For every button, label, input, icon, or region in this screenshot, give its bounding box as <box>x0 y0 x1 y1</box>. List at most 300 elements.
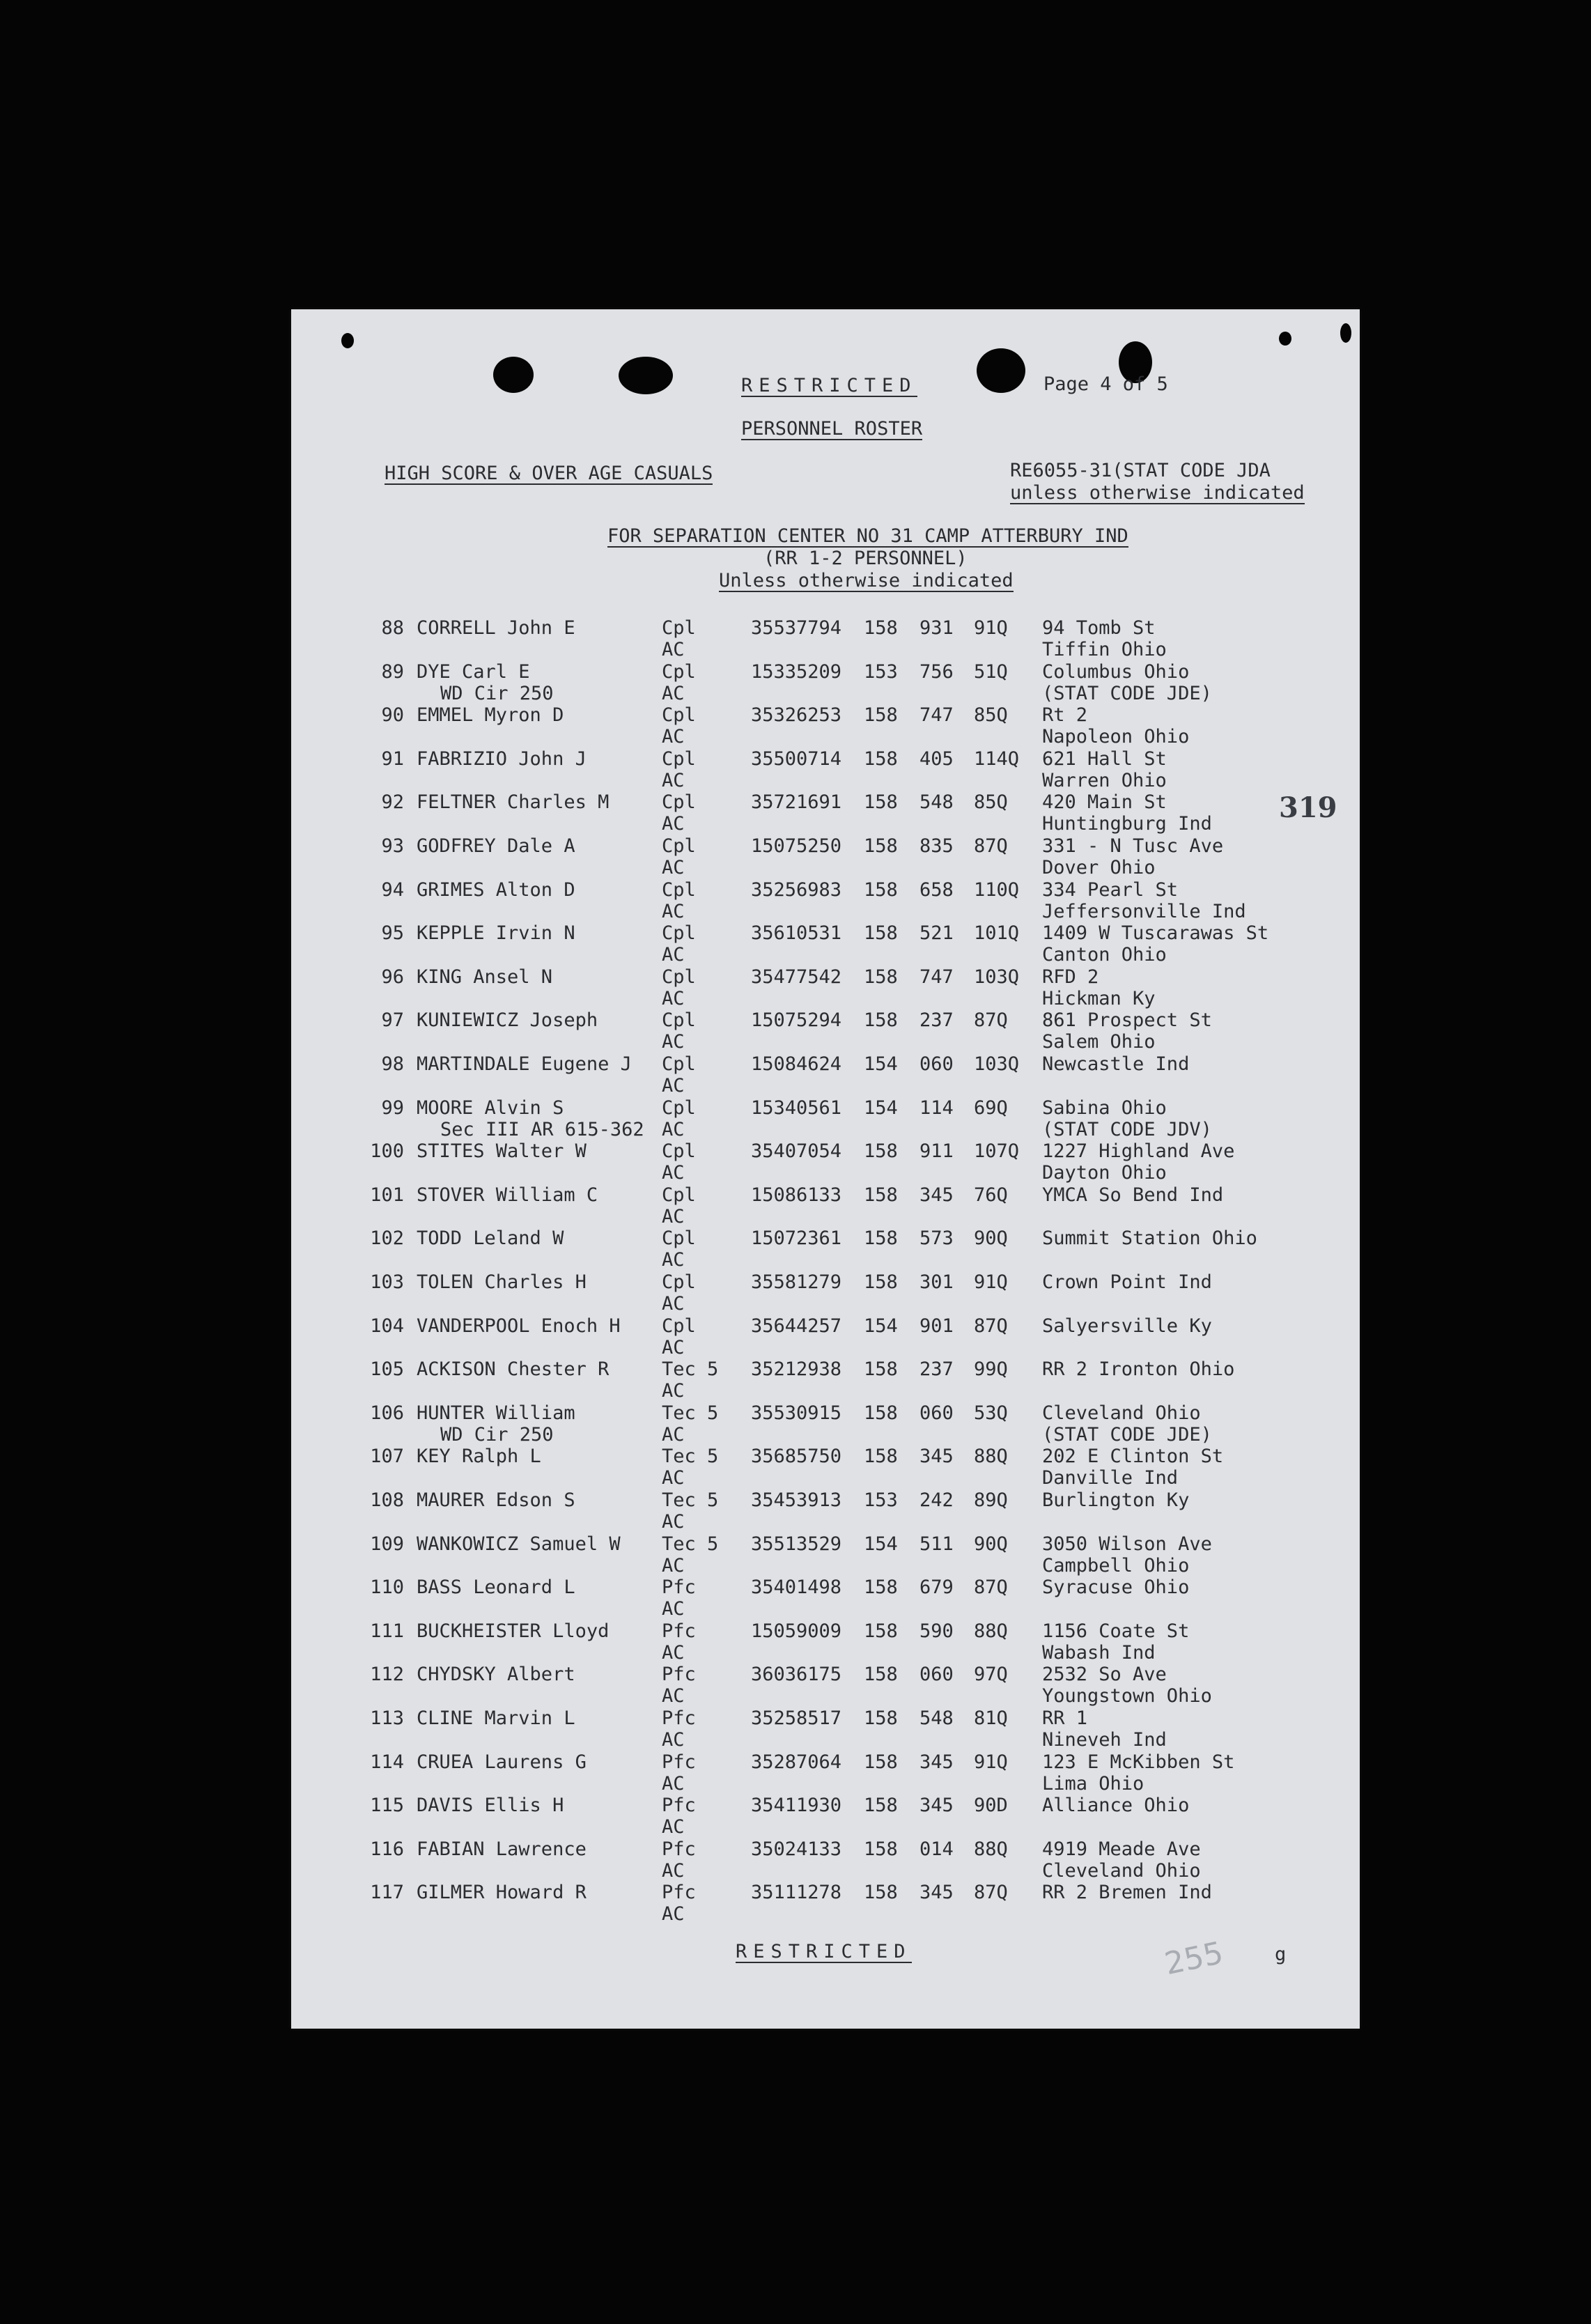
table-row <box>291 922 1360 966</box>
code-2: 345 <box>919 1446 954 1468</box>
branch: AC <box>662 1467 685 1489</box>
code-1: 154 <box>864 1097 898 1119</box>
table-row <box>291 1620 1360 1664</box>
code-3: 87Q <box>974 1577 1008 1599</box>
table-row <box>291 1577 1360 1620</box>
code-1: 158 <box>864 747 898 770</box>
grade: Cpl <box>662 1097 696 1119</box>
grade: Pfc <box>662 1620 696 1642</box>
serial-number: 35287064 <box>751 1751 842 1773</box>
code-3: 87Q <box>974 1882 1008 1904</box>
roster-title: PERSONNEL ROSTER <box>741 418 923 440</box>
code-1: 158 <box>864 1271 898 1293</box>
address: 334 Pearl St <box>1042 878 1179 901</box>
grade: Cpl <box>662 1227 696 1250</box>
grade: Pfc <box>662 1664 696 1686</box>
code-2: 931 <box>919 617 954 639</box>
serial-number: 35407054 <box>751 1140 842 1163</box>
code-1: 158 <box>864 1620 898 1642</box>
serial-number: 15075250 <box>751 835 842 857</box>
address-line-2: (STAT CODE JDE) <box>1042 682 1212 704</box>
table-row <box>291 1882 1360 1925</box>
address: 420 Main St <box>1042 791 1167 814</box>
table-row <box>291 617 1360 660</box>
row-number: 102 <box>370 1227 404 1250</box>
code-2: 658 <box>919 878 954 901</box>
address: Alliance Ohio <box>1042 1795 1190 1817</box>
address: RR 2 Ironton Ohio <box>1042 1358 1235 1381</box>
soldier-name: MOORE Alvin S <box>417 1097 564 1119</box>
code-2: 114 <box>919 1097 954 1119</box>
row-number: 93 <box>381 835 404 857</box>
code-3: 97Q <box>974 1664 1008 1686</box>
soldier-name: EMMEL Myron D <box>417 704 564 727</box>
soldier-name: WANKOWICZ Samuel W <box>417 1533 621 1555</box>
row-number: 108 <box>370 1489 404 1511</box>
grade: Tec 5 <box>662 1533 719 1555</box>
row-number: 106 <box>370 1402 404 1424</box>
address: 861 Prospect St <box>1042 1009 1212 1032</box>
code-2: 345 <box>919 1184 954 1206</box>
code-3: 88Q <box>974 1620 1008 1642</box>
soldier-name: KING Ansel N <box>417 966 553 988</box>
code-3: 81Q <box>974 1707 1008 1729</box>
address: Columbus Ohio <box>1042 660 1190 683</box>
grade: Pfc <box>662 1795 696 1817</box>
address-line-2: Campbell Ohio <box>1042 1554 1190 1577</box>
address: 123 E McKibben St <box>1042 1751 1235 1773</box>
branch: AC <box>662 1249 685 1271</box>
grade: Cpl <box>662 617 696 639</box>
branch: AC <box>662 1903 685 1926</box>
serial-number: 35644257 <box>751 1315 842 1337</box>
address: Salyersville Ky <box>1042 1315 1212 1337</box>
branch: AC <box>662 1641 685 1664</box>
code-3: 114Q <box>974 747 1020 770</box>
code-2: 521 <box>919 922 954 945</box>
table-row <box>291 791 1360 835</box>
serial-number: 35401498 <box>751 1577 842 1599</box>
serial-number: 35721691 <box>751 791 842 814</box>
code-1: 158 <box>864 922 898 945</box>
page-number: Page 4 of 5 <box>1043 373 1168 395</box>
row-number: 101 <box>370 1184 404 1206</box>
branch: AC <box>662 1075 685 1097</box>
code-2: 060 <box>919 1664 954 1686</box>
address-line-2: (STAT CODE JDV) <box>1042 1118 1212 1140</box>
address: 3050 Wilson Ave <box>1042 1533 1212 1555</box>
row-number: 116 <box>370 1838 404 1860</box>
table-row <box>291 1838 1360 1882</box>
code-1: 154 <box>864 1053 898 1075</box>
code-2: 835 <box>919 835 954 857</box>
address-line-2: Tiffin Ohio <box>1042 639 1167 660</box>
address-line-2: Lima Ohio <box>1042 1772 1144 1795</box>
branch: AC <box>662 1031 685 1053</box>
code-3: 90Q <box>974 1533 1008 1555</box>
table-row <box>291 1097 1360 1140</box>
table-row <box>291 1402 1360 1446</box>
soldier-name: VANDERPOOL Enoch H <box>417 1315 621 1337</box>
row-number: 99 <box>381 1097 404 1119</box>
address-line-2: (STAT CODE JDE) <box>1042 1423 1212 1446</box>
table-row <box>291 1227 1360 1271</box>
serial-number: 35024133 <box>751 1838 842 1860</box>
soldier-name: FABIAN Lawrence <box>417 1838 587 1860</box>
soldier-name: GRIMES Alton D <box>417 878 575 901</box>
table-row <box>291 1489 1360 1533</box>
grade: Cpl <box>662 1184 696 1206</box>
grade: Cpl <box>662 704 696 727</box>
soldier-name: GODFREY Dale A <box>417 835 575 857</box>
address-line-2: Huntingburg Ind <box>1042 813 1212 835</box>
serial-number: 35256983 <box>751 878 842 901</box>
code-3: 99Q <box>974 1358 1008 1381</box>
branch: AC <box>662 1336 685 1358</box>
address: 1227 Highland Ave <box>1042 1140 1235 1163</box>
address-line-2: Dover Ohio <box>1042 857 1156 878</box>
address: Cleveland Ohio <box>1042 1402 1201 1424</box>
code-2: 060 <box>919 1053 954 1075</box>
grade: Tec 5 <box>662 1358 719 1381</box>
serial-number: 35212938 <box>751 1358 842 1381</box>
punch-hole <box>341 333 354 348</box>
code-1: 158 <box>864 1402 898 1424</box>
soldier-name: MARTINDALE Eugene J <box>417 1053 632 1075</box>
name-note: Sec III AR 615-362 <box>440 1118 644 1140</box>
punch-hole <box>1340 323 1351 343</box>
code-2: 901 <box>919 1315 954 1337</box>
address: RFD 2 <box>1042 966 1099 988</box>
code-3: 91Q <box>974 1271 1008 1293</box>
soldier-name: STITES Walter W <box>417 1140 587 1163</box>
serial-number: 35258517 <box>751 1707 842 1729</box>
table-row <box>291 1009 1360 1053</box>
address-line-2: Cleveland Ohio <box>1042 1859 1201 1882</box>
address: RR 1 <box>1042 1707 1088 1729</box>
grade: Cpl <box>662 878 696 901</box>
code-1: 158 <box>864 1358 898 1381</box>
orders-note: unless otherwise indicated <box>1010 482 1305 504</box>
branch: AC <box>662 639 685 660</box>
address: RR 2 Bremen Ind <box>1042 1882 1212 1904</box>
grade: Pfc <box>662 1882 696 1904</box>
branch: AC <box>662 1859 685 1882</box>
code-3: 103Q <box>974 966 1020 988</box>
soldier-name: DYE Carl E <box>417 660 530 683</box>
branch: AC <box>662 1685 685 1707</box>
table-row <box>291 1271 1360 1315</box>
code-3: 103Q <box>974 1053 1020 1075</box>
destination-note: Unless otherwise indicated <box>719 570 1014 591</box>
restricted-header: RESTRICTED <box>741 375 917 396</box>
row-number: 89 <box>381 660 404 683</box>
code-1: 154 <box>864 1315 898 1337</box>
row-number: 98 <box>381 1053 404 1075</box>
code-3: 69Q <box>974 1097 1008 1119</box>
address-line-2: Warren Ohio <box>1042 769 1167 791</box>
branch: AC <box>662 857 685 878</box>
soldier-name: CLINE Marvin L <box>417 1707 575 1729</box>
address: 2532 So Ave <box>1042 1664 1167 1686</box>
table-row <box>291 704 1360 747</box>
soldier-name: STOVER William C <box>417 1184 598 1206</box>
row-number: 92 <box>381 791 404 814</box>
grade: Cpl <box>662 1009 696 1032</box>
row-number: 115 <box>370 1795 404 1817</box>
code-1: 158 <box>864 791 898 814</box>
code-3: 53Q <box>974 1402 1008 1424</box>
table-row <box>291 1053 1360 1097</box>
address: Rt 2 <box>1042 704 1088 727</box>
name-note: WD Cir 250 <box>440 682 554 704</box>
table-row <box>291 1315 1360 1358</box>
row-number: 90 <box>381 704 404 727</box>
soldier-name: CHYDSKY Albert <box>417 1664 575 1686</box>
row-number: 110 <box>370 1577 404 1599</box>
serial-number: 15340561 <box>751 1097 842 1119</box>
branch: AC <box>662 944 685 966</box>
row-number: 111 <box>370 1620 404 1642</box>
grade: Cpl <box>662 1140 696 1163</box>
soldier-name: GILMER Howard R <box>417 1882 587 1904</box>
grade: Cpl <box>662 966 696 988</box>
row-number: 105 <box>370 1358 404 1381</box>
code-1: 158 <box>864 617 898 639</box>
stamped-number: 319 <box>1279 791 1337 824</box>
code-2: 014 <box>919 1838 954 1860</box>
code-1: 158 <box>864 1227 898 1250</box>
grade: Pfc <box>662 1707 696 1729</box>
serial-number: 35477542 <box>751 966 842 988</box>
branch: AC <box>662 987 685 1009</box>
code-2: 679 <box>919 1577 954 1599</box>
code-1: 158 <box>864 1838 898 1860</box>
address: 202 E Clinton St <box>1042 1446 1224 1468</box>
address: 94 Tomb St <box>1042 617 1156 639</box>
code-2: 301 <box>919 1271 954 1293</box>
code-2: 590 <box>919 1620 954 1642</box>
branch: AC <box>662 1511 685 1533</box>
name-note: WD Cir 250 <box>440 1423 554 1446</box>
code-3: 107Q <box>974 1140 1020 1163</box>
row-number: 109 <box>370 1533 404 1555</box>
row-number: 114 <box>370 1751 404 1773</box>
soldier-name: KEPPLE Irvin N <box>417 922 575 945</box>
table-row <box>291 1707 1360 1751</box>
code-1: 158 <box>864 1184 898 1206</box>
branch: AC <box>662 769 685 791</box>
grade: Cpl <box>662 1271 696 1293</box>
row-number: 103 <box>370 1271 404 1293</box>
code-3: 85Q <box>974 704 1008 727</box>
table-row <box>291 1795 1360 1838</box>
code-2: 237 <box>919 1009 954 1032</box>
grade: Pfc <box>662 1838 696 1860</box>
grade: Cpl <box>662 747 696 770</box>
grade: Cpl <box>662 1053 696 1075</box>
punch-hole <box>493 357 534 393</box>
code-2: 237 <box>919 1358 954 1381</box>
grade: Pfc <box>662 1751 696 1773</box>
row-number: 107 <box>370 1446 404 1468</box>
code-2: 756 <box>919 660 954 683</box>
table-row <box>291 1446 1360 1489</box>
table-row <box>291 1533 1360 1577</box>
soldier-name: MAURER Edson S <box>417 1489 575 1511</box>
table-row <box>291 661 1360 704</box>
code-2: 548 <box>919 1707 954 1729</box>
address-line-2: Danville Ind <box>1042 1467 1179 1489</box>
grade: Cpl <box>662 1315 696 1337</box>
address: Syracuse Ohio <box>1042 1577 1190 1599</box>
table-row <box>291 879 1360 922</box>
code-2: 511 <box>919 1533 954 1555</box>
serial-number: 35610531 <box>751 922 842 945</box>
serial-number: 35453913 <box>751 1489 842 1511</box>
table-row <box>291 1664 1360 1707</box>
code-3: 51Q <box>974 660 1008 683</box>
code-2: 345 <box>919 1751 954 1773</box>
branch: AC <box>662 1598 685 1620</box>
branch: AC <box>662 1118 685 1140</box>
code-2: 345 <box>919 1795 954 1817</box>
code-1: 153 <box>864 1489 898 1511</box>
code-1: 158 <box>864 1707 898 1729</box>
grade: Tec 5 <box>662 1446 719 1468</box>
soldier-name: KEY Ralph L <box>417 1446 541 1468</box>
serial-number: 15084624 <box>751 1053 842 1075</box>
restricted-footer: RESTRICTED <box>736 1941 912 1962</box>
serial-number: 35537794 <box>751 617 842 639</box>
branch: AC <box>662 1554 685 1577</box>
serial-number: 35500714 <box>751 747 842 770</box>
address: 1156 Coate St <box>1042 1620 1190 1642</box>
serial-number: 35581279 <box>751 1271 842 1293</box>
soldier-name: BASS Leonard L <box>417 1577 575 1599</box>
code-1: 158 <box>864 1140 898 1163</box>
handwritten-number: 255 <box>1161 1935 1227 1983</box>
code-3: 88Q <box>974 1446 1008 1468</box>
row-number: 104 <box>370 1315 404 1337</box>
row-number: 96 <box>381 966 404 988</box>
table-row <box>291 1140 1360 1184</box>
row-number: 113 <box>370 1707 404 1729</box>
punch-hole <box>977 348 1025 393</box>
orders-reference: RE6055-31(STAT CODE JDA <box>1010 460 1271 481</box>
code-3: 90D <box>974 1795 1008 1817</box>
soldier-name: FABRIZIO John J <box>417 747 587 770</box>
code-2: 911 <box>919 1140 954 1163</box>
code-2: 242 <box>919 1489 954 1511</box>
code-2: 573 <box>919 1227 954 1250</box>
code-1: 158 <box>864 878 898 901</box>
serial-number: 35411930 <box>751 1795 842 1817</box>
branch: AC <box>662 1205 685 1227</box>
row-number: 88 <box>381 617 404 639</box>
code-3: 91Q <box>974 617 1008 639</box>
table-row <box>291 1751 1360 1795</box>
address-line-2: Canton Ohio <box>1042 944 1167 966</box>
address: Summit Station Ohio <box>1042 1227 1257 1250</box>
branch: AC <box>662 1729 685 1751</box>
address: Burlington Ky <box>1042 1489 1190 1511</box>
address: YMCA So Bend Ind <box>1042 1184 1224 1206</box>
code-3: 88Q <box>974 1838 1008 1860</box>
code-1: 158 <box>864 1882 898 1904</box>
code-1: 158 <box>864 1009 898 1032</box>
address: 331 - N Tusc Ave <box>1042 835 1224 857</box>
punch-hole <box>1279 332 1291 346</box>
code-1: 158 <box>864 1446 898 1468</box>
branch: AC <box>662 1162 685 1184</box>
serial-number: 35530915 <box>751 1402 842 1424</box>
destination-line: FOR SEPARATION CENTER NO 31 CAMP ATTERBURY IND <box>607 525 1128 547</box>
code-2: 405 <box>919 747 954 770</box>
serial-number: 35685750 <box>751 1446 842 1468</box>
grade: Cpl <box>662 660 696 683</box>
address-line-2: Nineveh Ind <box>1042 1729 1167 1751</box>
row-number: 94 <box>381 878 404 901</box>
row-number: 91 <box>381 747 404 770</box>
code-3: 89Q <box>974 1489 1008 1511</box>
table-row <box>291 1184 1360 1227</box>
grade: Cpl <box>662 922 696 945</box>
branch: AC <box>662 1423 685 1446</box>
branch: AC <box>662 813 685 835</box>
serial-number: 35111278 <box>751 1882 842 1904</box>
branch: AC <box>662 726 685 748</box>
code-3: 85Q <box>974 791 1008 814</box>
code-1: 158 <box>864 1664 898 1686</box>
code-3: 90Q <box>974 1227 1008 1250</box>
serial-number: 15075294 <box>751 1009 842 1032</box>
soldier-name: FELTNER Charles M <box>417 791 610 814</box>
document-page <box>291 309 1360 2029</box>
row-number: 95 <box>381 922 404 945</box>
soldier-name: CRUEA Laurens G <box>417 1751 587 1773</box>
address: Crown Point Ind <box>1042 1271 1212 1293</box>
code-3: 91Q <box>974 1751 1008 1773</box>
soldier-name: BUCKHEISTER Lloyd <box>417 1620 610 1642</box>
code-2: 747 <box>919 704 954 727</box>
roster-category: HIGH SCORE & OVER AGE CASUALS <box>385 463 713 484</box>
code-2: 060 <box>919 1402 954 1424</box>
serial-number: 15335209 <box>751 660 842 683</box>
branch: AC <box>662 1293 685 1315</box>
table-row <box>291 835 1360 878</box>
address-line-2: Youngstown Ohio <box>1042 1685 1212 1707</box>
grade: Pfc <box>662 1577 696 1599</box>
soldier-name: TODD Leland W <box>417 1227 564 1250</box>
address: 1409 W Tuscarawas St <box>1042 922 1269 945</box>
branch: AC <box>662 900 685 922</box>
row-number: 117 <box>370 1882 404 1904</box>
branch: AC <box>662 1380 685 1402</box>
code-1: 153 <box>864 660 898 683</box>
row-number: 97 <box>381 1009 404 1032</box>
table-row <box>291 748 1360 791</box>
corner-mark: g <box>1275 1944 1287 1965</box>
serial-number: 35513529 <box>751 1533 842 1555</box>
code-2: 747 <box>919 966 954 988</box>
serial-number: 36036175 <box>751 1664 842 1686</box>
code-2: 345 <box>919 1882 954 1904</box>
row-number: 112 <box>370 1664 404 1686</box>
branch: AC <box>662 1772 685 1795</box>
address: Newcastle Ind <box>1042 1053 1190 1075</box>
grade: Cpl <box>662 835 696 857</box>
